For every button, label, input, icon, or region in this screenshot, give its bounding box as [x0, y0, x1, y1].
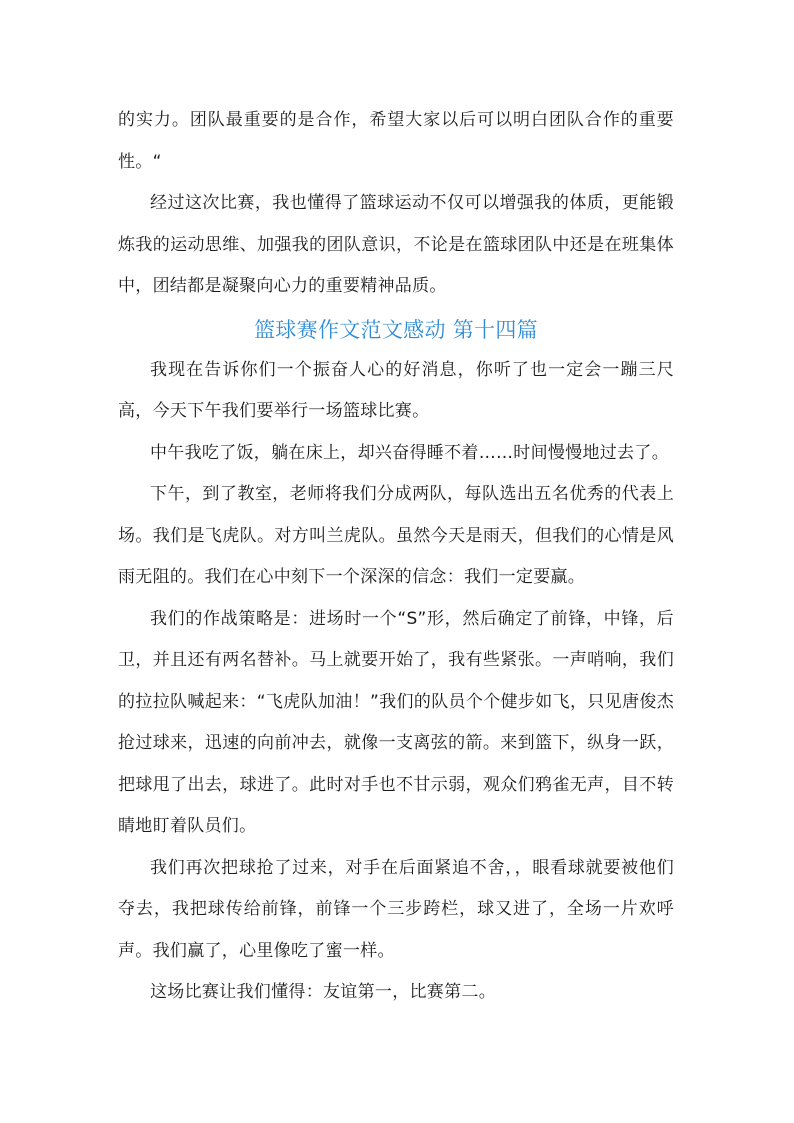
- continued-paragraph-2: 经过这次比赛，我也懂得了篮球运动不仅可以增强我的体质，更能锻炼我的运动思维、加强我的团队意识，不论是在篮球团队中还是在班集体中，团结都是凝聚向心力的重要精神品质。: [118, 193, 674, 296]
- body-paragraph-4: 我们的作战策略是：进场时一个“S”形，然后确定了前锋，中锋，后卫，并且还有两名替补。马上就要开始了，我有些紧张。一声哨响，我们的拉拉队喊起来：“飞虎队加油！”我们的队员个个健步如飞，只见唐俊杰抢过球来，迅速的向前冲去，就像一支离弦的箭。来到篮下，纵身一跃，把球甩了出去，球进了。此时对手也不甘示弱，观众们鸦雀无声，目不转睛地盯着队员们。: [118, 608, 674, 836]
- body-paragraph-2: 中午我吃了饭，躺在床上，却兴奋得睡不着……时间慢慢地过去了。: [150, 442, 669, 463]
- continued-paragraph-1: 的实力。团队最重要的是合作，希望大家以后可以明白团队合作的重要性。“: [118, 110, 674, 172]
- body-paragraph-5: 我们再次把球抢了过来，对手在后面紧追不舍，，眼看球就要被他们夺去，我把球传给前锋，前锋一个三步跨栏，球又进了，全场一片欢呼声。我们赢了，心里像吃了蜜一样。: [118, 857, 674, 961]
- document-body: [118, 100, 674, 1014]
- body-paragraph-1: 我现在告诉你们一个振奋人心的好消息，你听了也一定会一蹦三尺高，今天下午我们要举行一场篮球比赛。: [118, 359, 674, 421]
- body-paragraph-3: 下午，到了教室，老师将我们分成两队，每队选出五名优秀的代表上场。我们是飞虎队。对方叫兰虎队。虽然今天是雨天，但我们的心情是风雨无阻的。我们在心中刻下一个深深的信念：我们一定要赢。: [118, 484, 674, 587]
- body-paragraph-6: 这场比赛让我们懂得：友谊第一，比赛第二。: [150, 982, 496, 1002]
- section-title: 篮球赛作文范文感动 第十四篇: [254, 317, 538, 342]
